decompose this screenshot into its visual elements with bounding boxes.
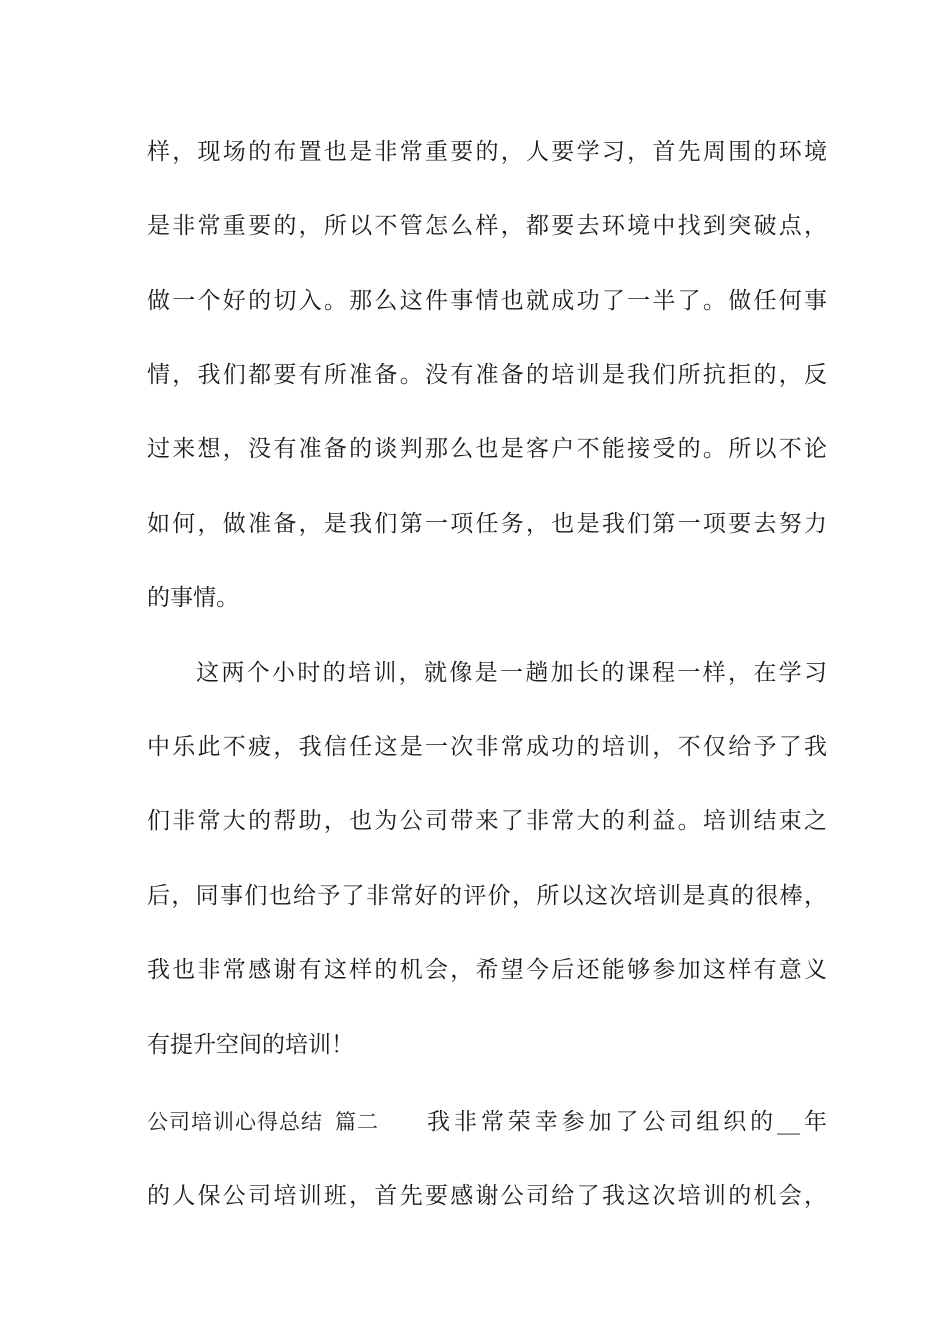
section-2-line-2: 的人保公司培训班，首先要感谢公司给了我这次培训的机会， [147, 1183, 827, 1209]
paragraph-2-line-5: 我也非常感谢有这样的机会，希望今后还能够参加这样有意义 [147, 957, 827, 983]
paragraph-1-line-6: 如何，做准备，是我们第一项任务，也是我们第一项要去努力 [147, 511, 827, 537]
section-2-title: 公司培训心得总结 [147, 1110, 323, 1134]
section-2-heading-line [147, 1107, 827, 1137]
paragraph-1-line-1: 样，现场的布置也是非常重要的，人要学习，首先周围的环境 [147, 139, 827, 165]
section-2-first-line: 我非常荣幸参加了公司组织的__年 [427, 1109, 827, 1135]
paragraph-1-line-3: 做一个好的切入。那么这件事情也就成功了一半了。做任何事 [147, 288, 827, 314]
paragraph-2-line-6: 有提升空间的培训！ [147, 1032, 354, 1058]
section-2-part-label: 篇二 [335, 1110, 379, 1134]
paragraph-2-line-2: 中乐此不疲，我信任这是一次非常成功的培训，不仅给予了我 [147, 734, 827, 760]
paragraph-1-line-2: 是非常重要的，所以不管怎么样，都要去环境中找到突破点， [147, 213, 827, 239]
paragraph-1-line-5: 过来想，没有准备的谈判那么也是客户不能接受的。所以不论 [147, 436, 827, 462]
paragraph-2-line-1: 这两个小时的培训，就像是一趟加长的课程一样，在学习 [196, 660, 827, 686]
paragraph-2-line-3: 们非常大的帮助，也为公司带来了非常大的利益。培训结束之 [147, 808, 827, 834]
paragraph-1-line-4: 情，我们都要有所准备。没有准备的培训是我们所抗拒的，反 [147, 362, 827, 388]
paragraph-1-line-7: 的事情。 [147, 585, 239, 611]
paragraph-2-line-4: 后，同事们也给予了非常好的评价，所以这次培训是真的很棒， [147, 883, 827, 909]
